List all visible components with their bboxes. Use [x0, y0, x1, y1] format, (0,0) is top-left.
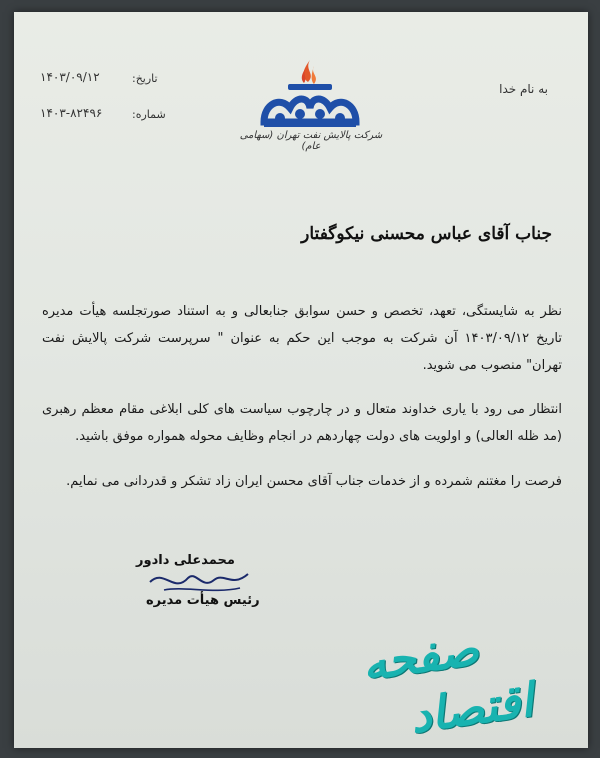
addressee-heading: جناب آقای عباس محسنی نیکوگفتار — [301, 224, 552, 244]
body-paragraph-2: انتظار می رود با یاری خداوند متعال و در چارچوب سیاست های کلی ابلاغی مقام معظم رهبری (مد ظله العالی) و اولویت های دولت چهاردهم در انجام وظایف محوله همواره موفق باشید. — [42, 402, 562, 444]
watermark-line-2: اقتصاد — [406, 672, 537, 744]
flame-icon — [302, 60, 316, 84]
number-value: ۱۴۰۳-۸۲۴۹۶ — [40, 106, 103, 120]
date-label: تاریخ: — [132, 72, 158, 85]
signatory-title: رئیس هیأت مدیره — [146, 593, 260, 608]
watermark-line-1: صفحه — [358, 621, 482, 691]
body-paragraph-3: فرصت را مغتنم شمرده و از خدمات جناب آقای محسن ایران زاد تشکر و قدردانی می نمایم. — [66, 474, 562, 489]
body-paragraph-1: نظر به شایستگی، تعهد، تخصص و حسن سوابق جنابعالی و به استناد صورتجلسه هیأت مدیره تاریخ ۱۴۰۳/۰۹/۱۲ آن شرکت به موجب این حکم به عنوان " سرپرست شرکت پالایش نفت تهران" منصوب می شوید. — [42, 304, 563, 373]
date-value: ۱۴۰۳/۰۹/۱۲ — [40, 70, 100, 84]
number-label: شماره: — [132, 108, 166, 121]
basmala: به نام خدا — [499, 82, 548, 96]
signatory-name: محمدعلی دادور — [136, 553, 235, 568]
letter-paper — [14, 12, 588, 748]
company-name: شرکت پالایش نفت تهران (سهامی عام) — [239, 130, 383, 152]
